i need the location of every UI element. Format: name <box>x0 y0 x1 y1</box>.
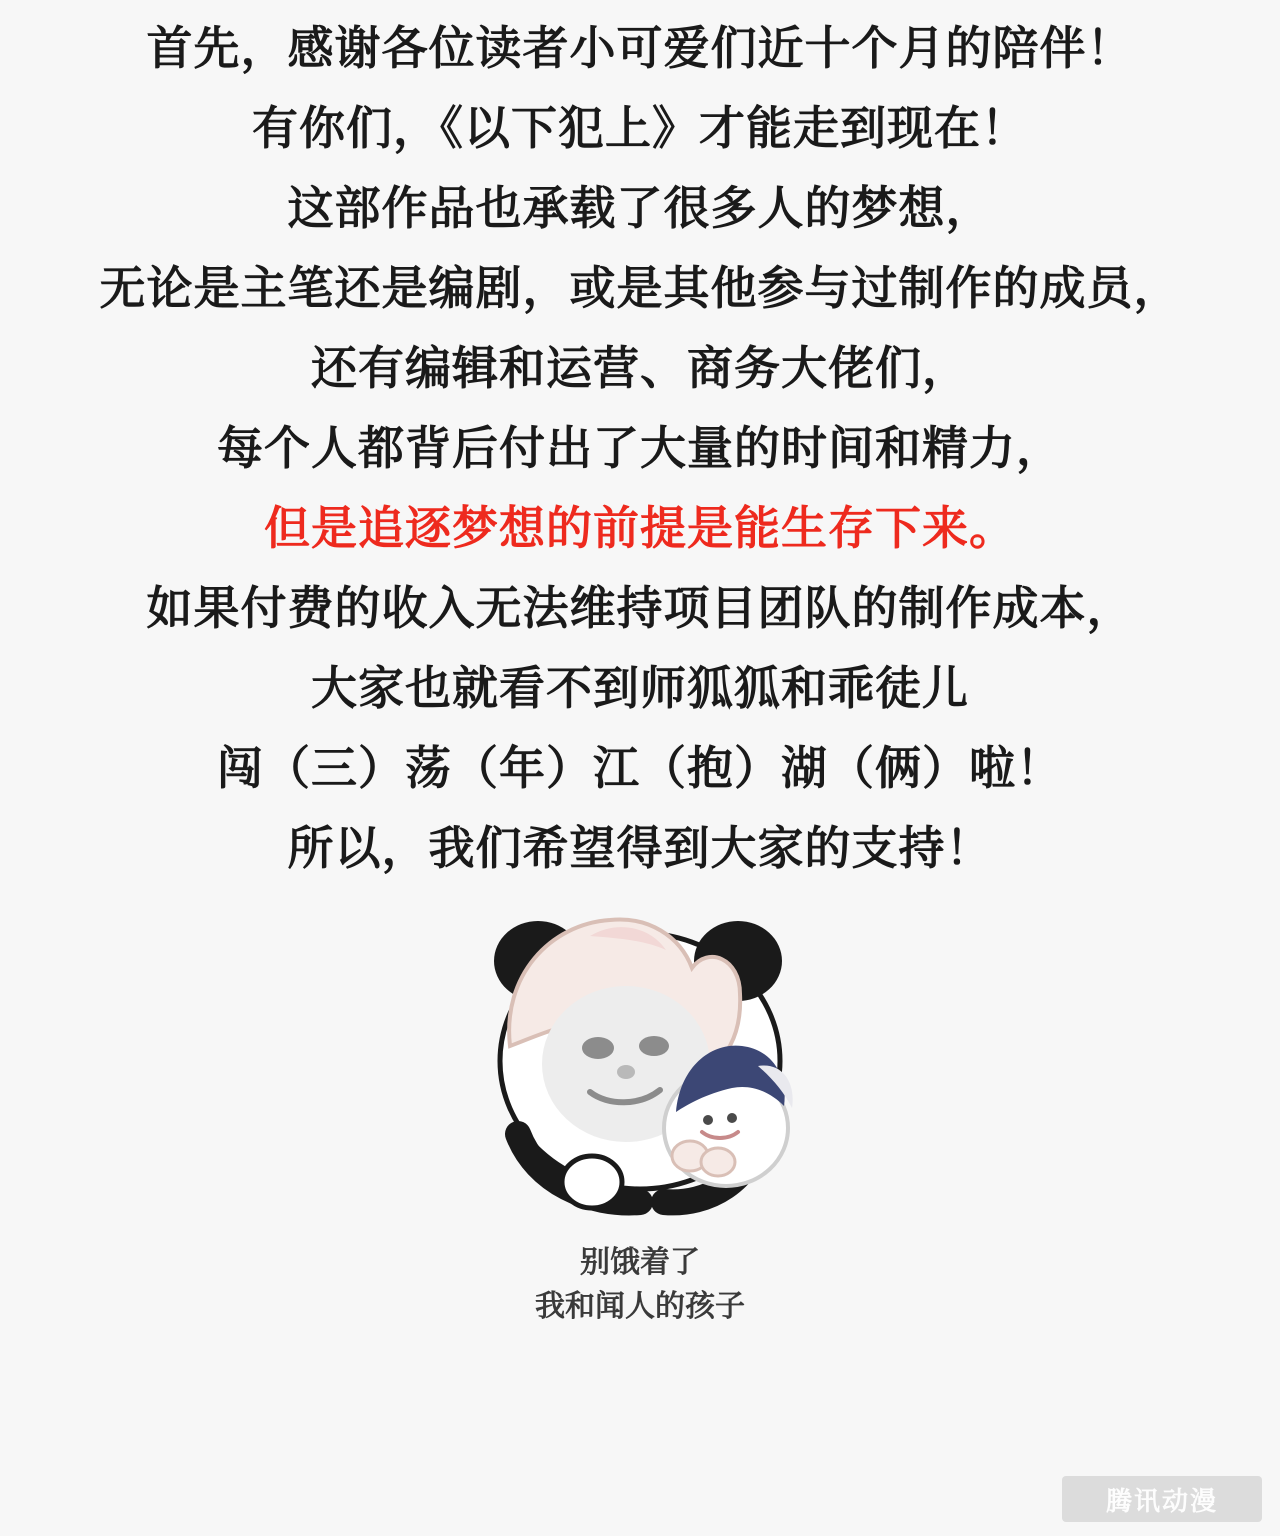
message-line-highlight: 但是追逐梦想的前提是能生存下来。 <box>264 502 1016 554</box>
sticker-caption <box>0 1241 1280 1329</box>
message-line: 如果付费的收入无法维持项目团队的制作成本， <box>146 582 1134 634</box>
sticker-caption-line: 别饿着了 <box>580 1246 700 1279</box>
message-line: 有你们，《以下犯上》才能走到现在！ <box>252 102 1028 154</box>
message-line: 还有编辑和运营、商务大佬们， <box>311 342 969 394</box>
sticker-caption-line: 我和闻人的孩子 <box>535 1290 745 1323</box>
message-line: 大家也就看不到师狐狐和乖徒儿 <box>311 662 969 714</box>
message-line: 这部作品也承载了很多人的梦想， <box>287 182 993 234</box>
message-line: 首先，感谢各位读者小可爱们近十个月的陪伴！ <box>146 22 1134 74</box>
message-line: 每个人都背后付出了大量的时间和精力， <box>217 422 1063 474</box>
sticker-area <box>0 906 1280 1376</box>
message-line: 无论是主笔还是编剧，或是其他参与过制作的成员， <box>99 262 1181 314</box>
watermark-logo: 腾讯动漫 <box>1062 1476 1262 1522</box>
panda-meme-sticker <box>440 906 860 1236</box>
message-line: 所以，我们希望得到大家的支持！ <box>287 822 993 874</box>
message-line: 闯（三）荡（年）江（抱）湖（俩）啦！ <box>217 742 1063 794</box>
